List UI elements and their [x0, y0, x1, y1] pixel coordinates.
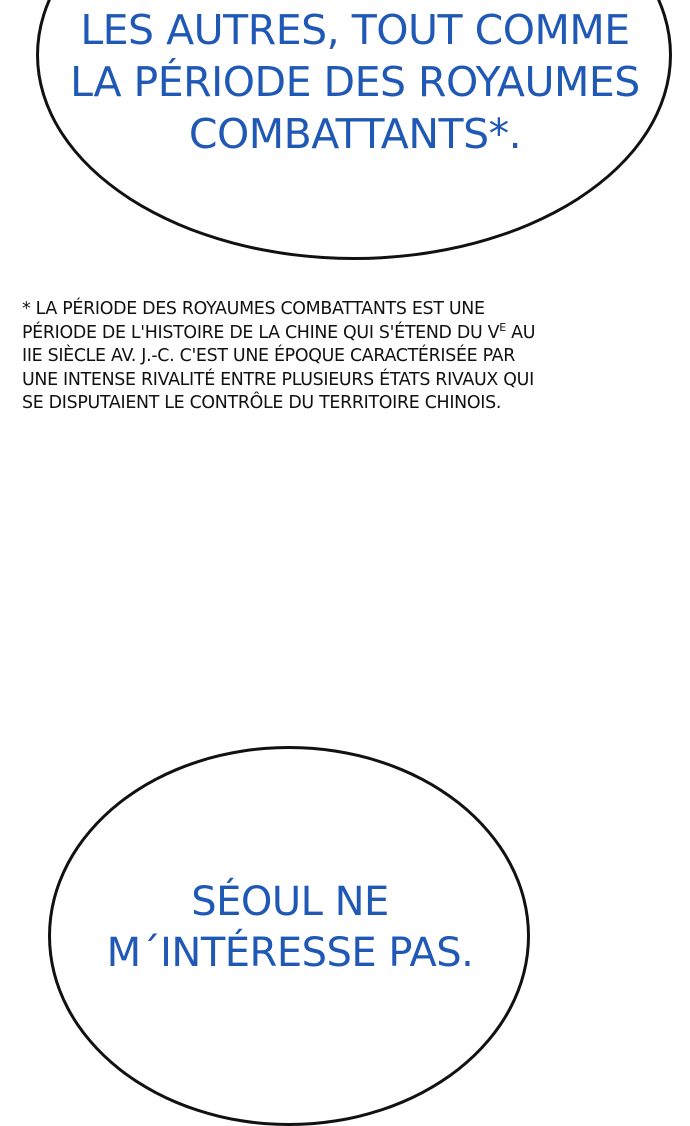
dialogue-line: LA PÉRIODE DES ROYAUMES	[70, 58, 640, 106]
dialogue-line: COMBATTANTS*.	[188, 110, 522, 158]
speech-bubble-bottom-text	[70, 877, 510, 979]
footnote-line-part: PÉRIODE DE L'HISTOIRE DE LA CHINE QUI S'ÉTEND DU V	[22, 322, 500, 343]
footnote-line: * LA PÉRIODE DES ROYAUMES COMBATTANTS EST UNE	[22, 299, 485, 319]
speech-bubble-top-text	[60, 4, 650, 160]
footnote-line: UNE INTENSE RIVALITÉ ENTRE PLUSIEURS ÉTATS RIVAUX QUI	[22, 369, 534, 390]
footnote-line-part: AU	[505, 322, 536, 343]
dialogue-line: SÉOUL NE	[191, 879, 389, 925]
superscript: E	[499, 320, 506, 334]
footnote-text	[22, 298, 672, 416]
dialogue-line: M´INTÉRESSE PAS.	[106, 930, 474, 976]
footnote-line	[22, 322, 672, 346]
footnote-line: SE DISPUTAIENT LE CONTRÔLE DU TERRITOIRE CHINOIS.	[22, 393, 502, 414]
dialogue-line: LES AUTRES, TOUT COMME	[80, 6, 630, 54]
footnote-line: IIE SIÈCLE AV. J.-C. C'EST UNE ÉPOQUE CARACTÉRISÉE PAR	[22, 346, 516, 367]
